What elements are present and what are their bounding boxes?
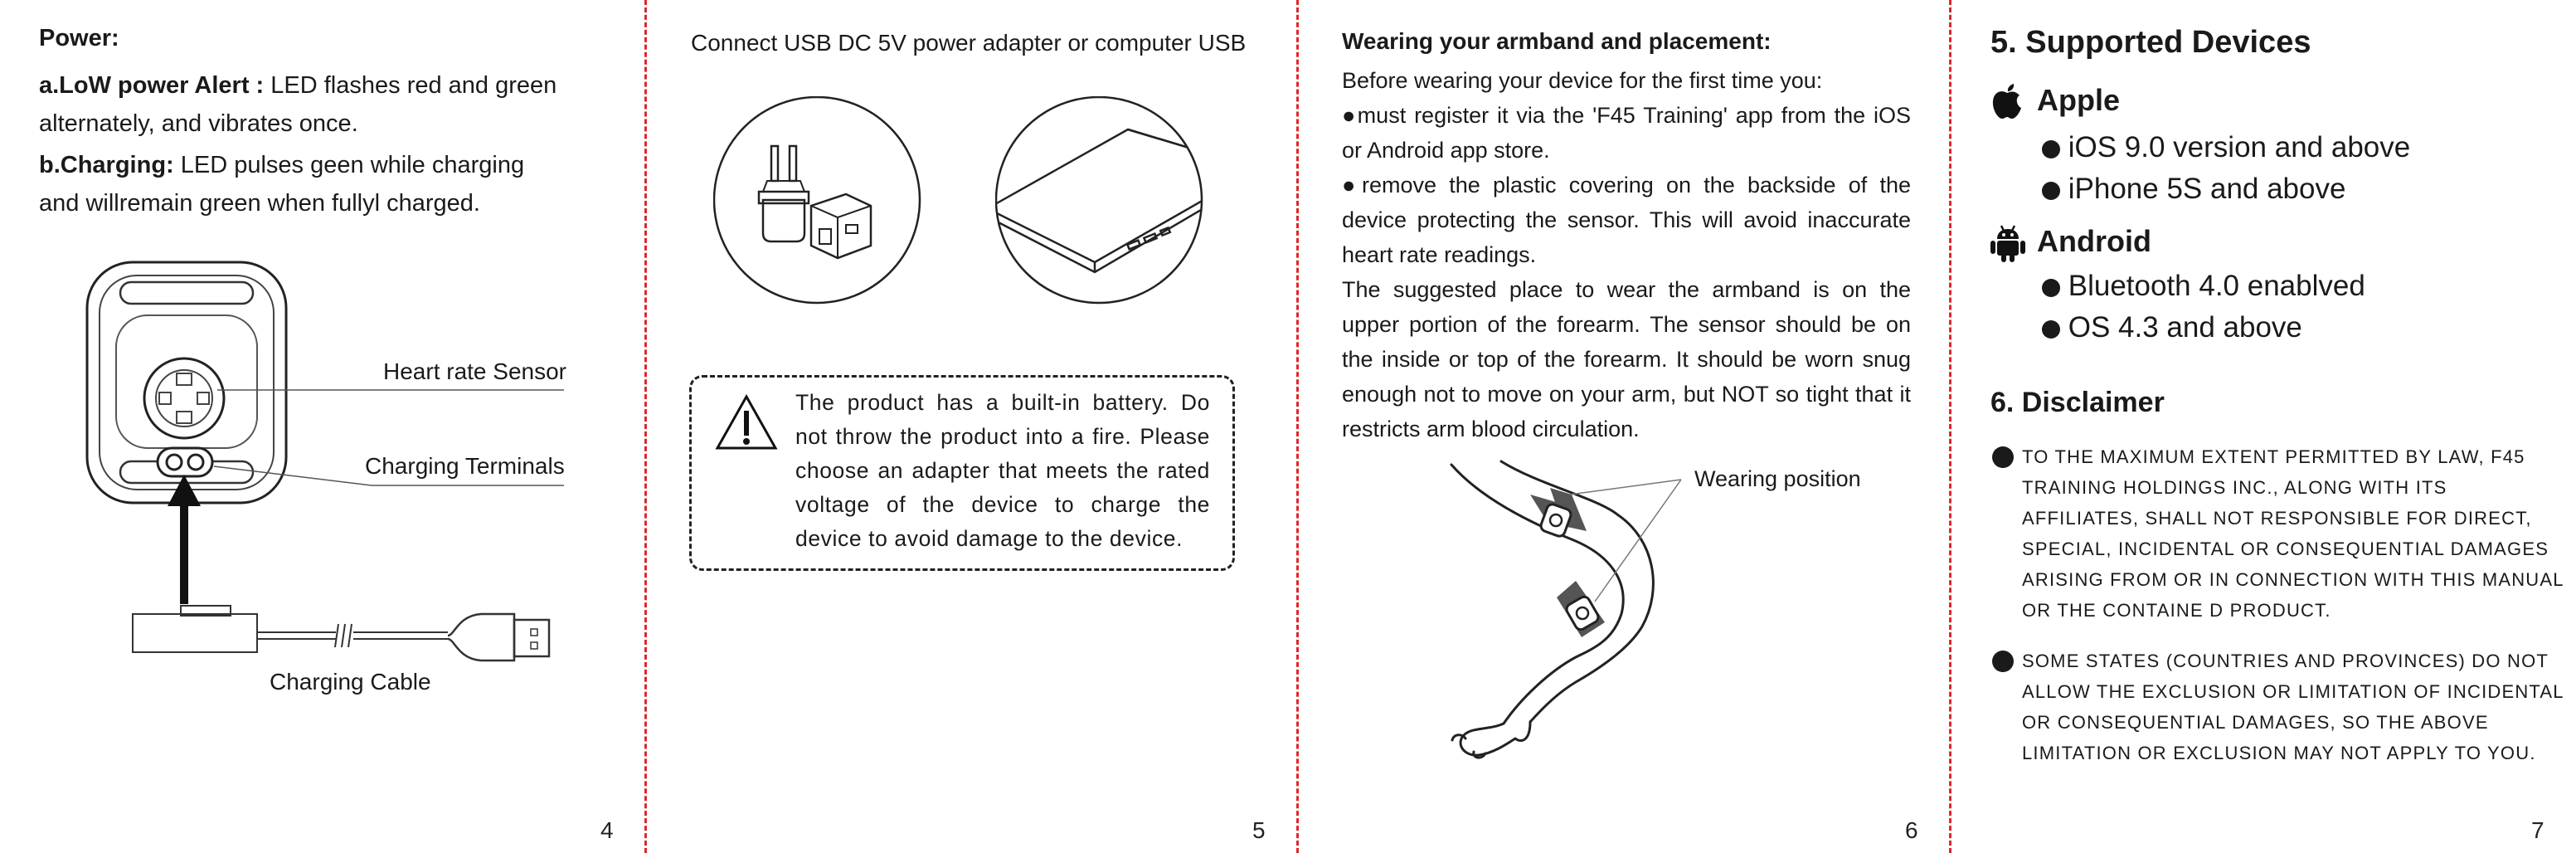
battery-warning-box	[689, 375, 1235, 571]
charging-text: LED pulses geen while charging and willremain green when fullyl charged.	[39, 152, 525, 217]
android-item-text: OS 4.3 and above	[2068, 311, 2302, 344]
wearing-instructions	[1342, 63, 1911, 446]
wearing-bullet-remove-cover: ●remove the plastic covering on the backside of the device protecting the sensor. This will avoid inaccurate heart rate readings.	[1342, 173, 1911, 267]
disclaimer-paragraph-2: SOME STATES (COUNTRIES AND PROVINCES) DO NOT ALLOW THE EXCLUSION OR LIMITATION OF INCIDENTAL OR CONSEQUENTIAL DAMAGES, SO THE ABOVE LIMITATION OR EXCLUSION MAY NOT APPLY TO YOU.	[2022, 651, 2564, 763]
charging-paragraph	[39, 146, 570, 222]
page-number: 5	[1252, 817, 1266, 843]
page-4	[0, 0, 644, 853]
wearing-position-label: Wearing position	[1694, 466, 1861, 491]
page-number: 4	[600, 817, 614, 843]
connect-usb-text: Connect USB DC 5V power adapter or computer USB	[691, 30, 1247, 56]
disclaimer-paragraph-1: TO THE MAXIMUM EXTENT PERMITTED BY LAW, F45 TRAINING HOLDINGS INC., ALONG WITH ITS AFFILIATES, SHALL NOT RESPONSIBLE FOR DIRECT, SPECIAL, INCIDENTAL OR CONSEQUENTIAL DAMAGES ARISING FROM OR IN CONNECTION WITH THIS MANUAL OR THE CONTAINE D PRODUCT.	[2022, 446, 2564, 621]
supported-devices-title: 5. Supported Devices	[1990, 25, 2311, 60]
android-item	[2042, 311, 2302, 344]
wearing-placement-paragraph: The suggested place to wear the armband is on the upper portion of the forearm. The sensor should be on the inside or top of the forearm. It should be worn snug enough not to move on your arm, but NOT so tight that it restricts arm blood circulation.	[1342, 277, 1911, 441]
apple-title: Apple	[2037, 83, 2121, 117]
laptop-illustration	[995, 96, 1211, 312]
bullet-dot	[2042, 279, 2060, 297]
bullet-dot	[1992, 651, 2014, 672]
page-number: 7	[2531, 817, 2544, 843]
android-title: Android	[2037, 224, 2151, 258]
charging-label: b.Charging:	[39, 152, 174, 178]
page-5	[645, 0, 1296, 853]
android-icon	[1990, 224, 2025, 262]
bullet-dot	[2042, 182, 2060, 200]
wearing-heading: Wearing your armband and placement:	[1342, 28, 1772, 54]
low-power-alert-paragraph	[39, 66, 570, 143]
charging-cable-label: Charging Cable	[270, 669, 431, 695]
page-number: 6	[1905, 817, 1918, 843]
battery-warning-text: The product has a built-in battery. Do not throw the product into a fire. Please choose an adapter that meets the rated voltage of the device to charge the device to avoid damage to the device.	[795, 390, 1210, 551]
android-item	[2042, 270, 2365, 303]
apple-item-text: iPhone 5S and above	[2068, 173, 2346, 205]
callout-charging-terminals: Charging Terminals	[365, 453, 565, 479]
adapter-illustration	[713, 96, 929, 312]
page-7	[1951, 0, 2576, 853]
apple-item	[2042, 173, 2345, 206]
low-power-label: a.LoW power Alert :	[39, 72, 265, 99]
bullet-dot	[2042, 140, 2060, 158]
warning-triangle-icon	[715, 394, 778, 451]
apple-icon	[1990, 81, 2024, 119]
power-title: Power:	[39, 25, 119, 51]
bullet-dot	[2042, 320, 2060, 339]
android-item-text: Bluetooth 4.0 enablved	[2068, 270, 2365, 302]
device-back-illustration	[0, 249, 644, 714]
page-6	[1298, 0, 1949, 853]
apple-item	[2042, 131, 2410, 164]
wearing-intro: Before wearing your device for the first time you:	[1342, 68, 1823, 93]
disclaimer-title: 6. Disclaimer	[1990, 387, 2165, 418]
apple-item-text: iOS 9.0 version and above	[2068, 131, 2411, 163]
callout-heart-rate-sensor: Heart rate Sensor	[383, 358, 566, 384]
bullet-dot	[1992, 446, 2014, 468]
low-power-text: LED flashes red and green alternately, and vibrates once.	[39, 72, 557, 137]
arm-wearing-illustration	[1406, 448, 1738, 763]
wearing-bullet-register: ●must register it via the 'F45 Training' app from the iOS or Android app store.	[1342, 103, 1911, 163]
